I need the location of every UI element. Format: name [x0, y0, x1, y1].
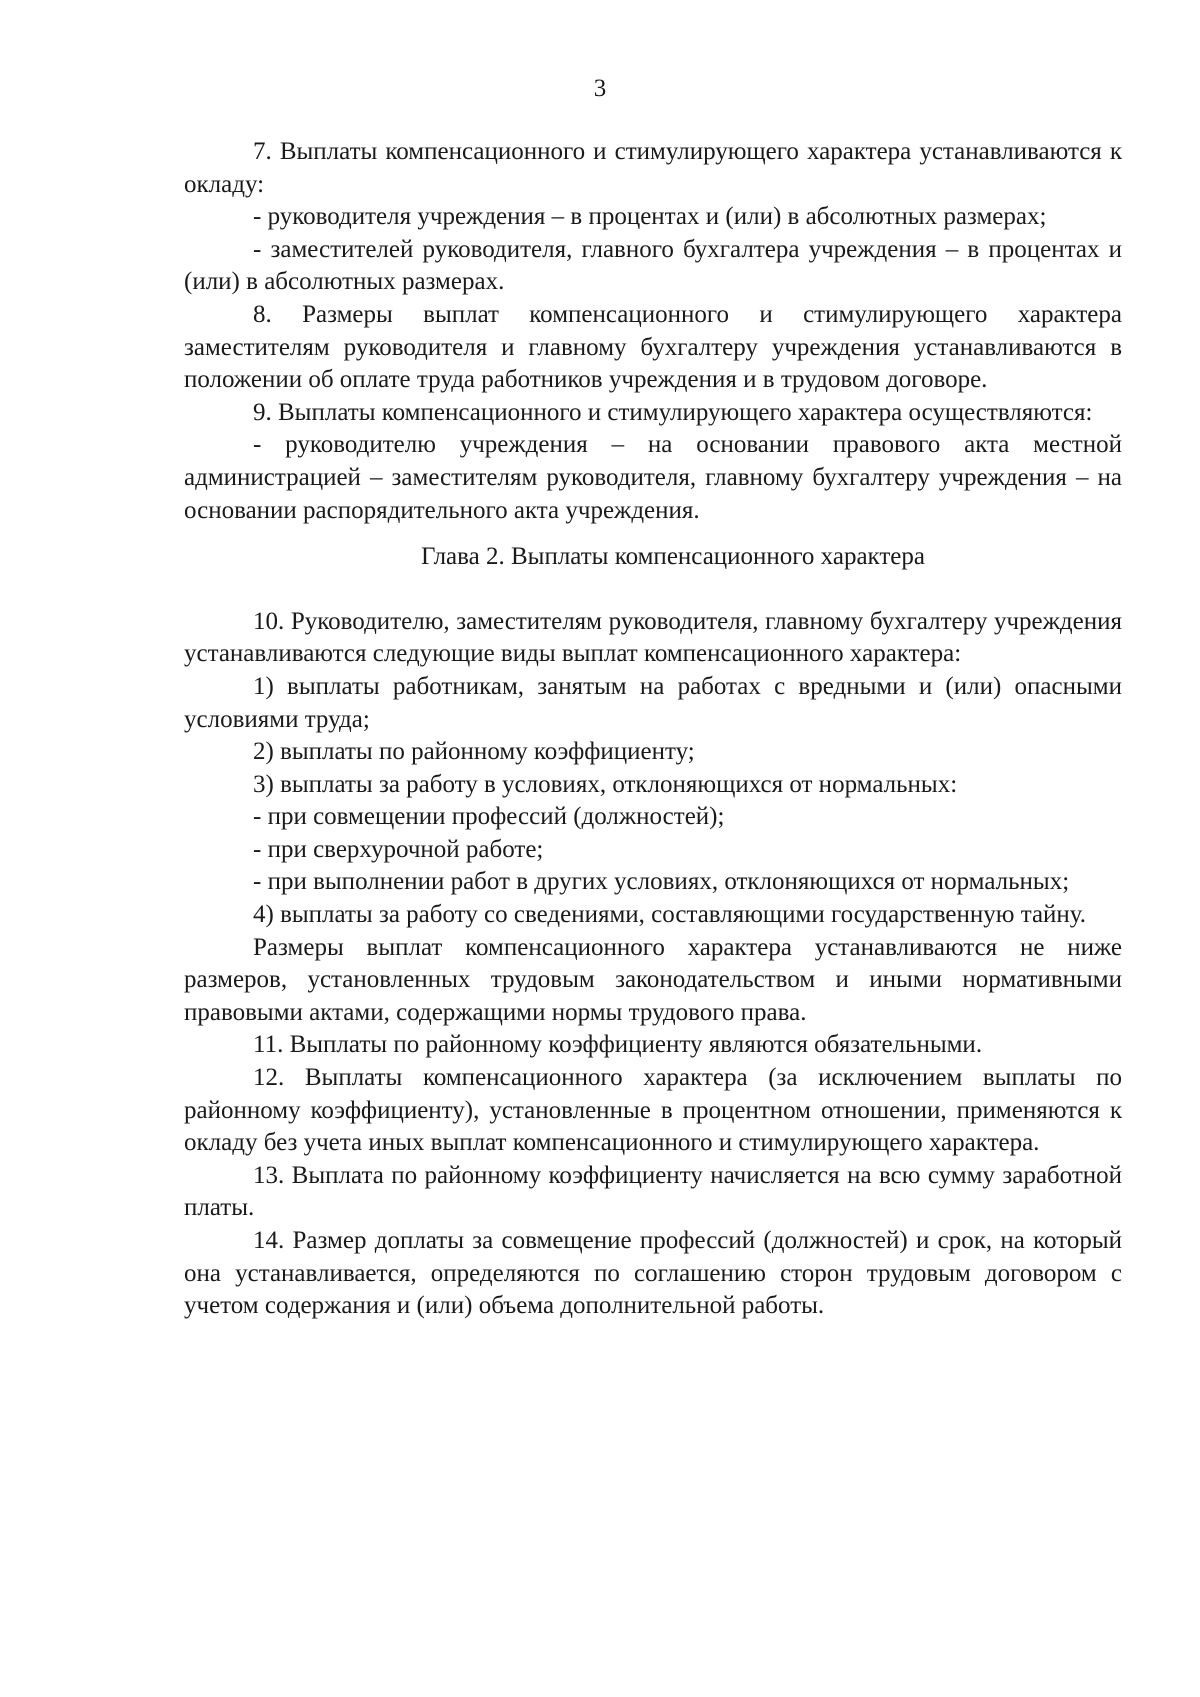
paragraph-7-item-1: - руководителя учреждения – в процентах и (или) в абсолютных размерах; — [253, 203, 1047, 231]
paragraph-10-item-3: 3) выплаты за работу в условиях, отклоняющихся от нормальных: — [253, 770, 958, 798]
paragraph-10-sizes: Размеры выплат компенсационного характера устанавливаются не ниже размеров, установленных трудовым законодательством и иными нормативными правовыми актами, содержащими нормы трудового права. — [184, 933, 1122, 1026]
paragraph-10: 10. Руководителю, заместителям руководителя, главному бухгалтеру учреждения устанавливаются следующие виды выплат компенсационного характера: — [184, 607, 1122, 668]
paragraph-12: 12. Выплаты компенсационного характера (за исключением выплаты по районному коэффициенту), установленные в процентном отношении, применяются к окладу без учета иных выплат компенсационного и стимулирующего характера. — [184, 1064, 1122, 1157]
paragraph-11: 11. Выплаты по районному коэффициенту являются обязательными. — [253, 1031, 983, 1059]
paragraph-13: 13. Выплата по районному коэффициенту начисляется на всю сумму заработной платы. — [184, 1161, 1122, 1222]
paragraph-7-item-2: - заместителей руководителя, главного бухгалтера учреждения – в процентах и (или) в абсолютных размерах. — [184, 235, 1122, 296]
paragraph-10-item-1: 1) выплаты работникам, занятым на работах с вредными и (или) опасными условиями труда; — [184, 672, 1122, 733]
paragraph-14: 14. Размер доплаты за совмещение профессий (должностей) и срок, на который она устанавливается, определяются по соглашению сторон трудовым договором с учетом содержания и (или) объема дополнительной работы. — [184, 1227, 1122, 1320]
paragraph-10-item-2: 2) выплаты по районному коэффициенту; — [253, 738, 695, 766]
paragraph-10-item-3-b: - при сверхурочной работе; — [253, 835, 544, 863]
paragraph-8: 8. Размеры выплат компенсационного и стимулирующего характера заместителям руководителя и главному бухгалтеру учреждения устанавливаются в положении об оплате труда работников учреждения и в трудовом договоре. — [184, 300, 1122, 394]
page-number: 3 — [593, 75, 607, 102]
paragraph-10-item-4: 4) выплаты за работу со сведениями, составляющими государственную тайну. — [253, 901, 1087, 929]
paragraph-10-item-3-c: - при выполнении работ в других условиях, отклоняющихся от нормальных; — [253, 868, 1070, 896]
paragraph-10-item-3-a: - при совмещении профессий (должностей); — [253, 803, 725, 831]
paragraph-7: 7. Выплаты компенсационного и стимулирующего характера устанавливаются к окладу: — [184, 138, 1122, 198]
paragraph-9-item-1: - руководителю учреждения – на основании правового акта местной администрацией – заместителям руководителя, главному бухгалтеру учреждения – на основании распорядительного акта учреждения. — [184, 431, 1122, 524]
document-body — [184, 136, 1122, 1323]
chapter-heading: Глава 2. Выплаты компенсационного характера — [421, 543, 925, 571]
paragraph-9: 9. Выплаты компенсационного и стимулирующего характера осуществляются: — [253, 398, 1093, 426]
